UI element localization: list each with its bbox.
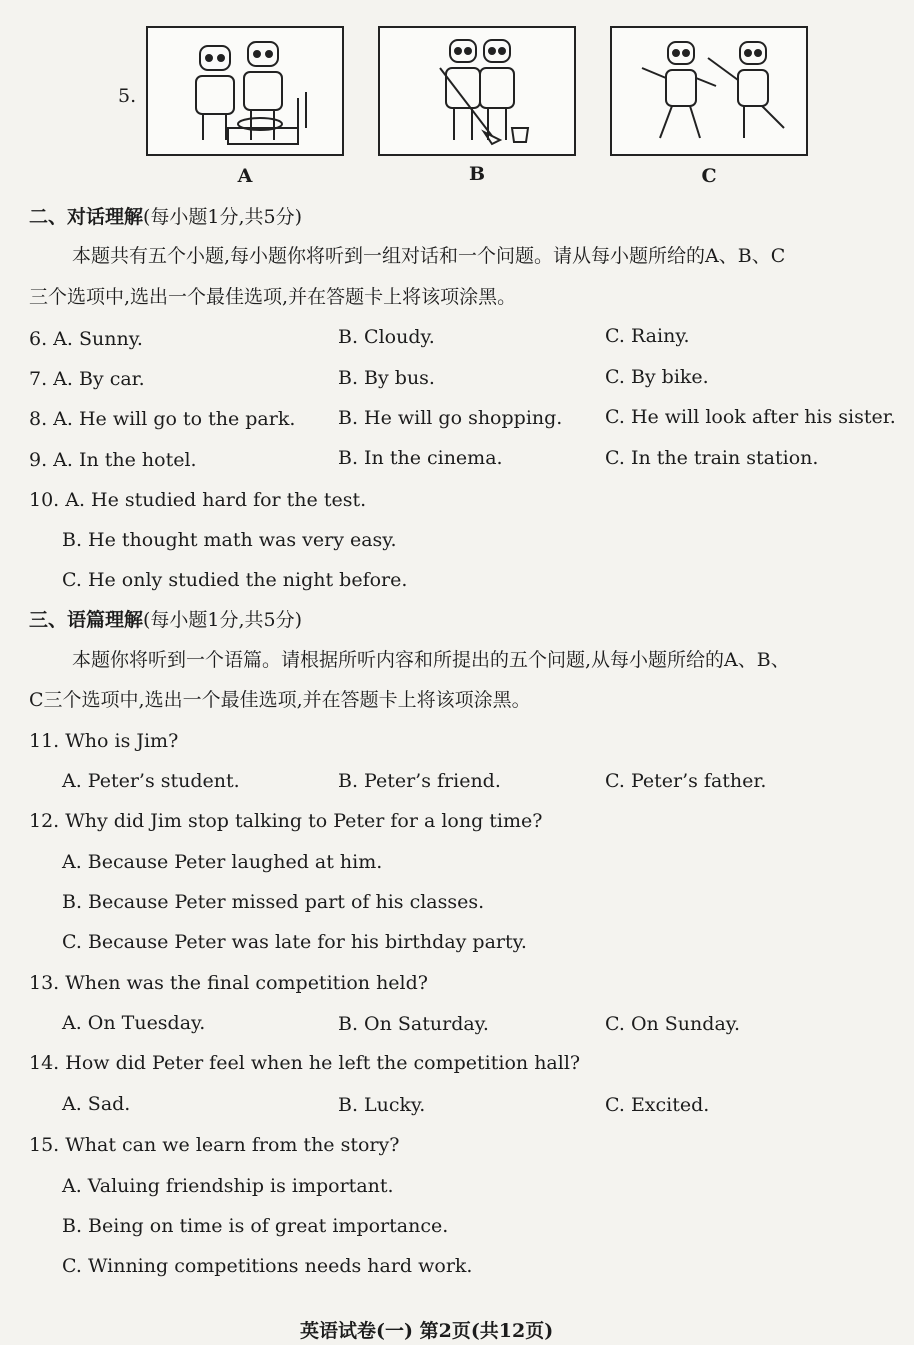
robots-sweeping-icon <box>380 28 574 154</box>
section-3-instruction-line-1: 本题你将听到一个语篇。请根据所听内容和所提出的五个问题,从每小题所给的A、B、 <box>72 649 790 671</box>
q7-option-a: 7. A. By car. <box>29 368 145 390</box>
q13-option-b: B. On Saturday. <box>338 1013 489 1035</box>
q12-option-a: A. Because Peter laughed at him. <box>62 851 383 873</box>
q7-option-b: B. By bus. <box>338 367 435 389</box>
section-3-heading <box>29 608 302 632</box>
robots-cooking-icon <box>148 28 342 154</box>
section-2-score: (每小题1分,共5分) <box>143 206 303 228</box>
q12-stem: 12. Why did Jim stop talking to Peter for a long time? <box>29 810 543 832</box>
q6-option-a: 6. A. Sunny. <box>29 328 143 350</box>
q6-option-c: C. Rainy. <box>605 325 690 347</box>
section-2-instruction-line-2: 三个选项中,选出一个最佳选项,并在答题卡上将该项涂黑。 <box>29 286 517 308</box>
q13-option-a: A. On Tuesday. <box>62 1012 206 1034</box>
q9-option-c: C. In the train station. <box>605 447 819 469</box>
q8-option-b: B. He will go shopping. <box>338 407 563 429</box>
picture-c <box>610 26 808 156</box>
q13-stem: 13. When was the final competition held? <box>29 972 428 994</box>
q6-option-b: B. Cloudy. <box>338 326 435 348</box>
question-5-number: 5. <box>118 85 137 107</box>
q14-stem: 14. How did Peter feel when he left the competition hall? <box>29 1052 581 1074</box>
q8-option-a: 8. A. He will go to the park. <box>29 408 296 430</box>
q11-option-b: B. Peter’s friend. <box>338 770 501 792</box>
q12-option-c: C. Because Peter was late for his birthday party. <box>62 931 527 953</box>
q15-option-a: A. Valuing friendship is important. <box>62 1175 394 1197</box>
picture-a <box>146 26 344 156</box>
q11-option-c: C. Peter’s father. <box>605 770 767 792</box>
section-3-title: 三、语篇理解 <box>29 609 144 631</box>
picture-label-a: A <box>237 165 253 187</box>
q14-option-c: C. Excited. <box>605 1094 710 1116</box>
q13-option-c: C. On Sunday. <box>605 1013 741 1035</box>
page-footer: 英语试卷(一) 第2页(共12页) <box>300 1320 554 1342</box>
q14-option-b: B. Lucky. <box>338 1094 426 1116</box>
picture-label-b: B <box>468 163 486 185</box>
q12-option-b: B. Because Peter missed part of his classes. <box>62 891 485 913</box>
q10-option-a: 10. A. He studied hard for the test. <box>29 489 367 511</box>
q7-option-c: C. By bike. <box>605 366 709 388</box>
q8-option-c: C. He will look after his sister. <box>605 406 896 428</box>
section-3-instruction-line-2: C三个选项中,选出一个最佳选项,并在答题卡上将该项涂黑。 <box>29 689 531 711</box>
section-2-title: 二、对话理解 <box>29 206 144 228</box>
q15-stem: 15. What can we learn from the story? <box>29 1134 400 1156</box>
picture-b <box>378 26 576 156</box>
q10-option-c: C. He only studied the night before. <box>62 569 408 591</box>
robots-kungfu-icon <box>612 28 806 154</box>
section-3-score: (每小题1分,共5分) <box>143 609 303 631</box>
q9-option-b: B. In the cinema. <box>338 447 503 469</box>
q14-option-a: A. Sad. <box>62 1093 131 1115</box>
section-2-heading <box>29 205 302 229</box>
picture-label-c: C <box>701 165 717 187</box>
section-2-instruction-line-1: 本题共有五个小题,每小题你将听到一组对话和一个问题。请从每小题所给的A、B、C <box>72 245 786 267</box>
q15-option-c: C. Winning competitions needs hard work. <box>62 1255 473 1277</box>
q11-stem: 11. Who is Jim? <box>29 730 179 752</box>
q10-option-b: B. He thought math was very easy. <box>62 529 397 551</box>
q15-option-b: B. Being on time is of great importance. <box>62 1215 449 1237</box>
q11-option-a: A. Peter’s student. <box>62 770 240 792</box>
q9-option-a: 9. A. In the hotel. <box>29 449 197 471</box>
